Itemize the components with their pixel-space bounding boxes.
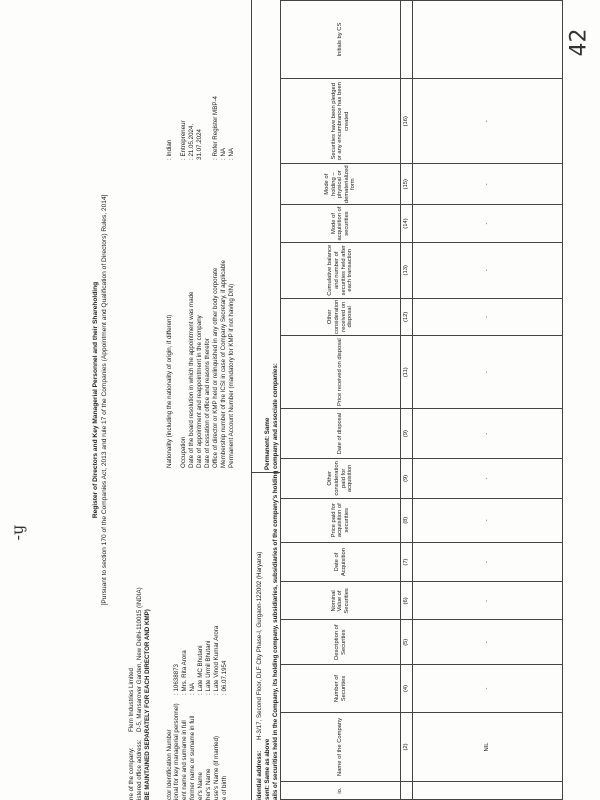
residential-address-value: H-3/17, Second Floor, DLF City Phase-I, Gurgaon-122002 (Haryana) — [256, 551, 263, 740]
field-label: e of birth — [221, 775, 228, 800]
data-cell: - — [413, 298, 563, 335]
present-address-label: sent: Same as above — [264, 738, 271, 800]
header-cell: Other consideration received on disposal — [281, 298, 401, 335]
data-cell: - — [413, 582, 563, 620]
header-cell: Securities have been pledged or any encumbrance has been created — [281, 79, 401, 164]
address-divider — [251, 472, 280, 473]
field-value: : NA — [189, 682, 196, 695]
office-address-value: D-5, Mansarover Garden, New Delhi-110015 (INDIA) — [136, 587, 143, 732]
field-value: : 21.05.2024, — [188, 123, 195, 160]
field-label: ent name and surname in full — [181, 720, 188, 800]
field-value: : Late Vinod Kumar Arora — [213, 625, 220, 695]
field-label: Date of cessation of office and reasons therefor — [204, 338, 211, 468]
register-subtitle: [Pursuant to section 170 of the Companies Act, 2013 and rule 17 of the Companies (Appointment and Qualification of Directors) Rules, 2014] — [101, 194, 108, 606]
field-value: : 10638873 — [173, 664, 180, 695]
data-cell: - — [413, 79, 563, 164]
residential-address-label: idential address: — [256, 750, 263, 800]
field-label: use's Name (if married) — [213, 735, 220, 800]
field-value: : Late Urmil Bhutani — [205, 640, 212, 695]
number-cell: (6) — [401, 582, 413, 620]
header-cell: Date of disposal — [281, 409, 401, 459]
field-value: : NA — [228, 147, 235, 160]
data-cell: - — [413, 409, 563, 459]
field-label: Permanent Account Number (mandatory for KMP if not having DIN) — [228, 283, 235, 468]
field-label: er's Name — [197, 771, 204, 800]
header-cell: Price received on disposal — [281, 336, 401, 409]
header-cell: Nominal Value of Securities — [281, 582, 401, 620]
field-label: Date of appointment and reappointment in the company — [196, 315, 203, 468]
header-cell: io. — [281, 782, 401, 800]
data-cell: - — [413, 242, 563, 298]
register-title: Register of Directors and Key Managerial Personnel and their Shareholding — [92, 281, 99, 519]
field-label: ional for key managerial personnel) — [173, 703, 180, 800]
field-value: : Mrs. Rita Arora — [181, 650, 188, 695]
header-cell: Name of the Company — [281, 712, 401, 781]
field-value: : Indian — [166, 139, 173, 160]
number-cell: (7) — [401, 542, 413, 582]
field-value: : NA — [220, 147, 227, 160]
data-cell: - — [413, 458, 563, 498]
field-label: Date of the board resolution in which the appointment was made — [188, 291, 195, 468]
address-top-rule — [251, 0, 252, 800]
number-cell — [401, 782, 413, 800]
data-cell: - — [413, 336, 563, 409]
field-value: : 06.07.1954 — [221, 660, 228, 695]
permanent-address-label: Permanent: Same — [264, 417, 271, 470]
field-label: her's Name — [205, 768, 212, 800]
header-cell: Cumulative balance and number of securities held after each transaction — [281, 242, 401, 298]
header-cell: Description of Securities — [281, 620, 401, 665]
data-cell: NIL — [413, 712, 563, 781]
company-name-label: ne of the company: — [128, 747, 135, 800]
header-cell: Price paid for acquisition of securities — [281, 498, 401, 542]
number-cell: (2) — [401, 712, 413, 781]
data-cell — [413, 782, 563, 800]
securities-table-caption: ails of securities held in the Company, its holding company, subsidiaries, subsidiaries of the company's holding company and associate companies: — [272, 363, 279, 800]
header-cell: Mode of holding – physical or dematerialized form — [281, 164, 401, 205]
field-label: Membership number of the ICSI in case of Company Secretary, if applicable — [220, 260, 227, 468]
company-name-value: Flem Industries Limited — [128, 668, 135, 732]
field-value: : Late MC Bhutani — [197, 645, 204, 695]
page-number: 42 — [566, 28, 592, 57]
number-cell: (16) — [401, 79, 413, 164]
number-cell: (5) — [401, 620, 413, 665]
table-number-row — [401, 1, 413, 800]
securities-table — [280, 0, 563, 800]
table-header-row — [281, 1, 401, 800]
field-label: Occupation — [180, 436, 187, 468]
header-cell: Other consideration paid for acquisition — [281, 458, 401, 498]
number-cell: (9) — [401, 409, 413, 459]
field-label: Nationality (including the nationality of origin, if different) — [166, 314, 173, 468]
number-cell: (8) — [401, 498, 413, 542]
header-cell: Number of Securities — [281, 665, 401, 713]
field-value: 31.07.2024 — [196, 129, 203, 160]
number-cell: (12) — [401, 298, 413, 335]
initials-signature: ɦ- — [10, 524, 30, 541]
data-cell: - — [413, 542, 563, 582]
field-label: former name or surname in full — [189, 715, 196, 800]
number-cell: (4) — [401, 665, 413, 713]
number-cell: (15) — [401, 164, 413, 205]
field-value: : Entrepreneur — [180, 120, 187, 160]
header-cell: Initials by CS — [281, 1, 401, 79]
data-cell: - — [413, 620, 563, 665]
number-cell: (14) — [401, 205, 413, 243]
data-cell: - — [413, 205, 563, 243]
header-cell: Mode of acquisition of securities — [281, 205, 401, 243]
data-cell: - — [413, 665, 563, 713]
number-cell: (11) — [401, 336, 413, 409]
number-cell: (13) — [401, 242, 413, 298]
number-cell — [401, 1, 413, 79]
field-label: Office of director or KMP held or relinquished in any other body corporate — [212, 267, 219, 468]
data-cell — [413, 1, 563, 79]
data-cell: - — [413, 498, 563, 542]
number-cell: (9) — [401, 458, 413, 498]
field-value: : Refer Register MBP-4 — [212, 96, 219, 160]
table-row — [413, 1, 563, 800]
maintenance-note: BE MAINTAINED SEPARATELY FOR EACH DIRECTOR AND KMP) — [144, 609, 151, 800]
field-label: ctor Identification Number — [166, 729, 173, 800]
office-address-label: istered office address: — [136, 739, 143, 800]
data-cell: - — [413, 164, 563, 205]
header-cell: Date of Acquisition — [281, 542, 401, 582]
